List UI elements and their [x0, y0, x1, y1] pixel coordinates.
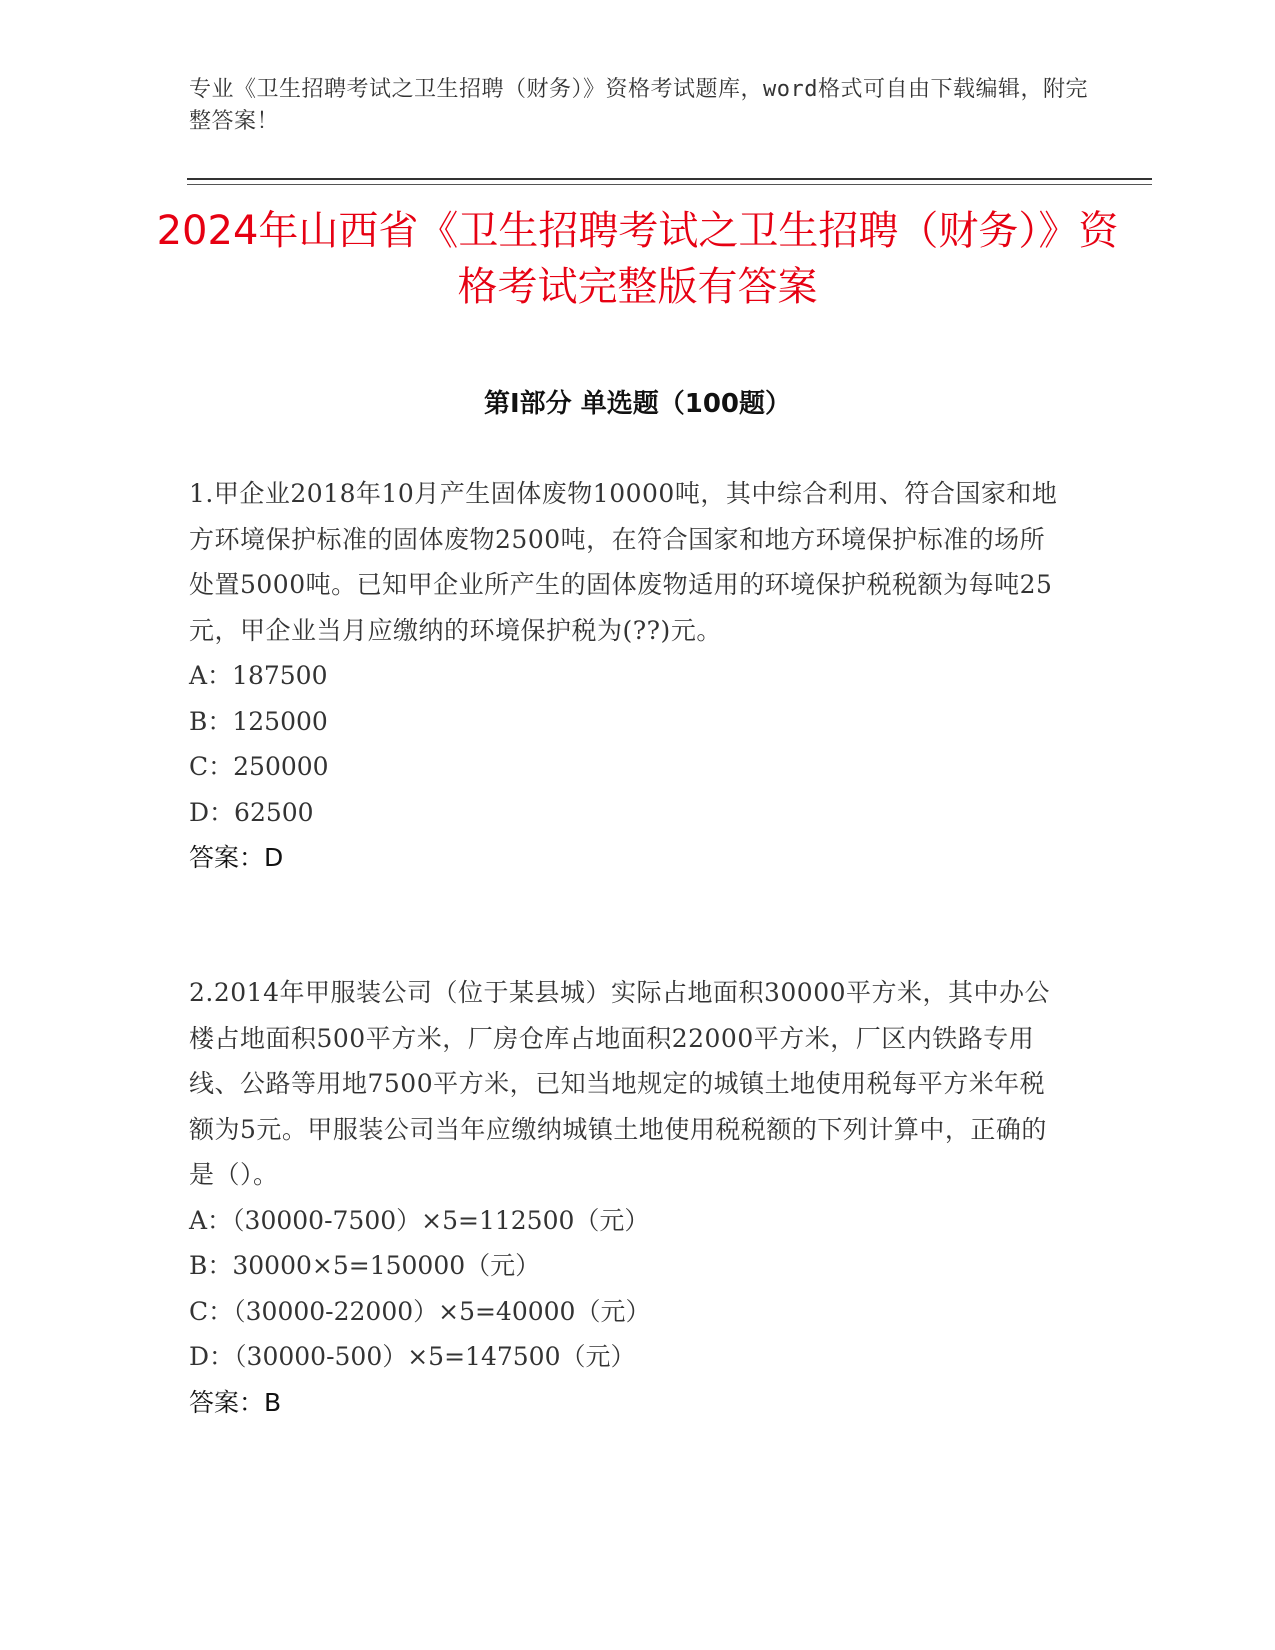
answer-line: 答案：B — [189, 1387, 282, 1417]
document-title: 2024年山西省《卫生招聘考试之卫生招聘（财务）》资格考试完整版有答案 — [156, 208, 1119, 310]
header-divider-thick — [187, 178, 1152, 180]
header-note: 专业《卫生招聘考试之卫生招聘（财务）》资格考试题库，word格式可自由下载编辑，附完整答案！ — [189, 77, 1088, 134]
header-divider-thin — [187, 184, 1152, 185]
option-b: B：125000 — [189, 706, 328, 736]
option-c: C：（30000-22000）×5=40000（元） — [189, 1296, 651, 1326]
option-a: A：（30000-7500）×5=112500（元） — [189, 1205, 650, 1235]
question-stem: 2.2014年甲服装公司（位于某县城）实际占地面积30000平方米，其中办公楼占地面积500平方米，厂房仓库占地面积22000平方米，厂区内铁路专用线、公路等用地7500平方米，已知当地规定的城镇土地使用税每平方米年税额为5元。甲服装公司当年应缴纳城镇土地使用税税额的下列计算中，正确的是（）。 — [189, 978, 1051, 1189]
option-c: C：250000 — [189, 752, 329, 781]
option-d: D：62500 — [189, 797, 314, 827]
option-d: D：（30000-500）×5=147500（元） — [189, 1342, 636, 1371]
option-a: A：187500 — [189, 661, 328, 690]
question-1 — [189, 471, 1069, 881]
question-stem: 1.甲企业2018年10月产生固体废物10000吨，其中综合利用、符合国家和地方环境保护标准的固体废物2500吨，在符合国家和地方环境保护标准的场所处置5000吨。已知甲企业所产生的固体废物适用的环境保护税税额为每吨25元，甲企业当月应缴纳的环境保护税为(??)元。 — [189, 479, 1058, 645]
section-title: 第I部分 单选题（100题） — [484, 389, 791, 419]
answer-line: 答案：D — [189, 843, 284, 872]
question-2 — [189, 970, 1069, 1425]
option-b: B：30000×5=150000（元） — [189, 1251, 541, 1280]
